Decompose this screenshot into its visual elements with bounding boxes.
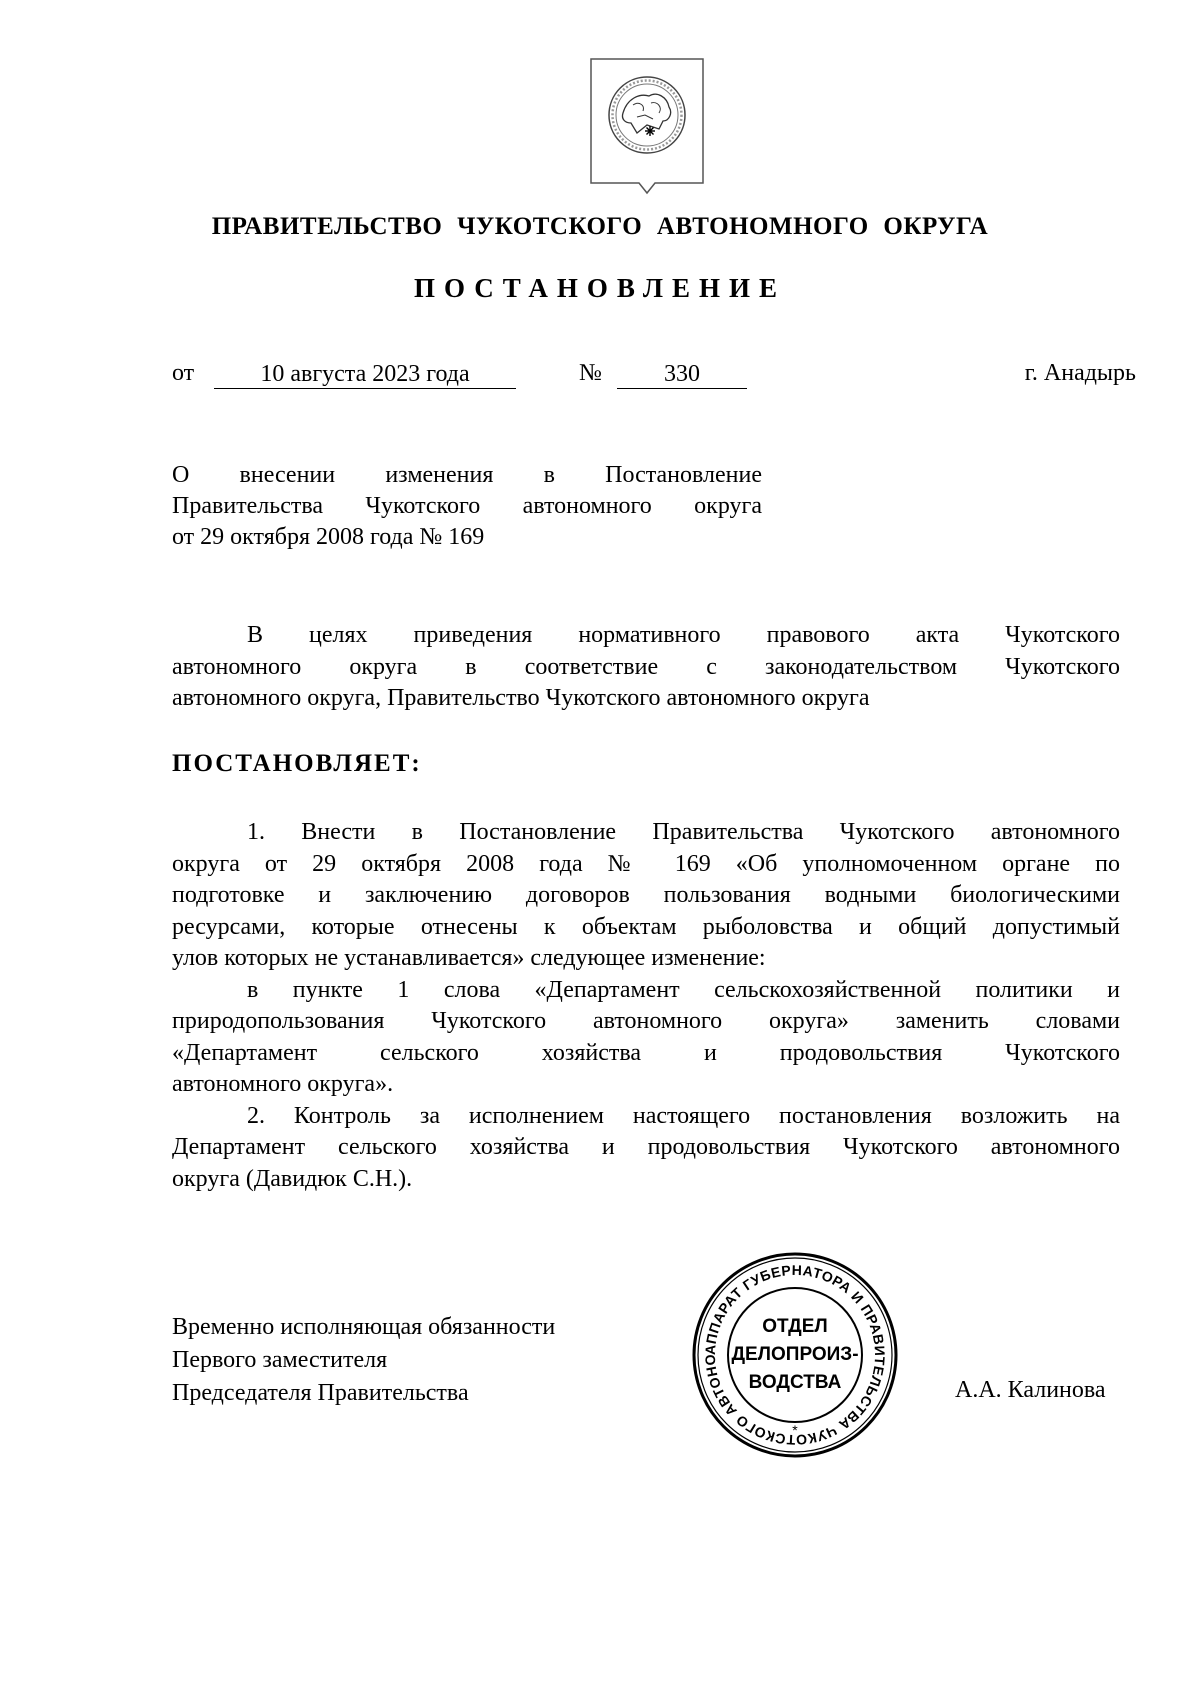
document-type: ПОСТАНОВЛЕНИЕ bbox=[413, 273, 787, 303]
position-line: Первого заместителя bbox=[172, 1347, 388, 1373]
subject-line: от 29 октября 2008 года № 169 bbox=[172, 524, 485, 550]
subject-line: О внесении изменения в Постановление bbox=[172, 462, 762, 488]
position-line: Председателя Правительства bbox=[172, 1380, 469, 1406]
text-line: автономного округа». bbox=[172, 1071, 394, 1097]
item-1-paragraph bbox=[172, 817, 1120, 975]
text-line: улов которых не устанавливается» следующее изменение: bbox=[172, 945, 766, 971]
number-prefix: № bbox=[579, 360, 602, 386]
government-title: ПРАВИТЕЛЬСТВО ЧУКОТСКОГО АВТОНОМНОГО ОКРУГА bbox=[211, 213, 989, 240]
stamp-center-line: ДЕЛОПРОИЗ- bbox=[731, 1344, 859, 1365]
emblem-shield-icon bbox=[587, 55, 707, 205]
document-number: 330 bbox=[617, 360, 747, 389]
text-line: Департамент сельского хозяйства и продовольствия Чукотского автономного bbox=[172, 1134, 1120, 1160]
document-place: г. Анадырь bbox=[1024, 360, 1136, 386]
text-line: природопользования Чукотского автономного округа» заменить словами bbox=[172, 1008, 1120, 1034]
text-line: «Департамент сельского хозяйства и продовольствия Чукотского bbox=[172, 1039, 1120, 1066]
text-line: в пункте 1 слова «Департамент сельскохозяйственной политики и bbox=[247, 976, 1120, 1003]
position-line: Временно исполняющая обязанности bbox=[172, 1314, 556, 1340]
text-line: ресурсами, которые отнесены к объектам рыболовства и общий допустимый bbox=[172, 913, 1120, 940]
official-stamp bbox=[690, 1250, 900, 1460]
coat-of-arms-emblem bbox=[587, 55, 707, 205]
subject-line: Правительства Чукотского автономного округа bbox=[172, 493, 762, 519]
document-date: 10 августа 2023 года bbox=[214, 360, 516, 389]
text-line: 2. Контроль за исполнением настоящего постановления возложить на bbox=[247, 1102, 1120, 1129]
signatory-name: А.А. Калинова bbox=[955, 1377, 1106, 1403]
item-2-paragraph bbox=[172, 1101, 1120, 1196]
text-line: 1. Внести в Постановление Правительства Чукотского автономного bbox=[247, 819, 1120, 845]
document-subject bbox=[172, 460, 762, 553]
text-line: В целях приведения нормативного правового акта Чукотского bbox=[247, 622, 1120, 648]
text-line: округа (Давидюк С.Н.). bbox=[172, 1165, 413, 1192]
stamp-center-line: ОТДЕЛ bbox=[762, 1316, 828, 1337]
text-line: автономного округа в соответствие с законодательством Чукотского bbox=[172, 653, 1120, 680]
text-line: округа от 29 октября 2008 года № 169 «Об уполномоченном органе по bbox=[172, 850, 1120, 877]
text-line: подготовке и заключению договоров пользования водными биологическими bbox=[172, 882, 1120, 908]
preamble-paragraph bbox=[172, 620, 1120, 715]
svg-text:*: * bbox=[792, 1422, 798, 1438]
signatory-position bbox=[172, 1311, 555, 1410]
stamp-seal-icon bbox=[690, 1250, 900, 1460]
text-line: автономного округа, Правительство Чукотского автономного округа bbox=[172, 685, 870, 711]
item-1-amendment-paragraph bbox=[172, 975, 1120, 1101]
stamp-ring-text: АППАРАТ ГУБЕРНАТОРА И ПРАВИТЕЛЬСТВА ЧУКОТСКОГО АВТОНО bbox=[701, 1261, 889, 1449]
stamp-center-line: ВОДСТВА bbox=[748, 1372, 842, 1393]
decree-heading: ПОСТАНОВЛЯЕТ: bbox=[172, 750, 422, 777]
date-prefix: от bbox=[172, 360, 195, 386]
